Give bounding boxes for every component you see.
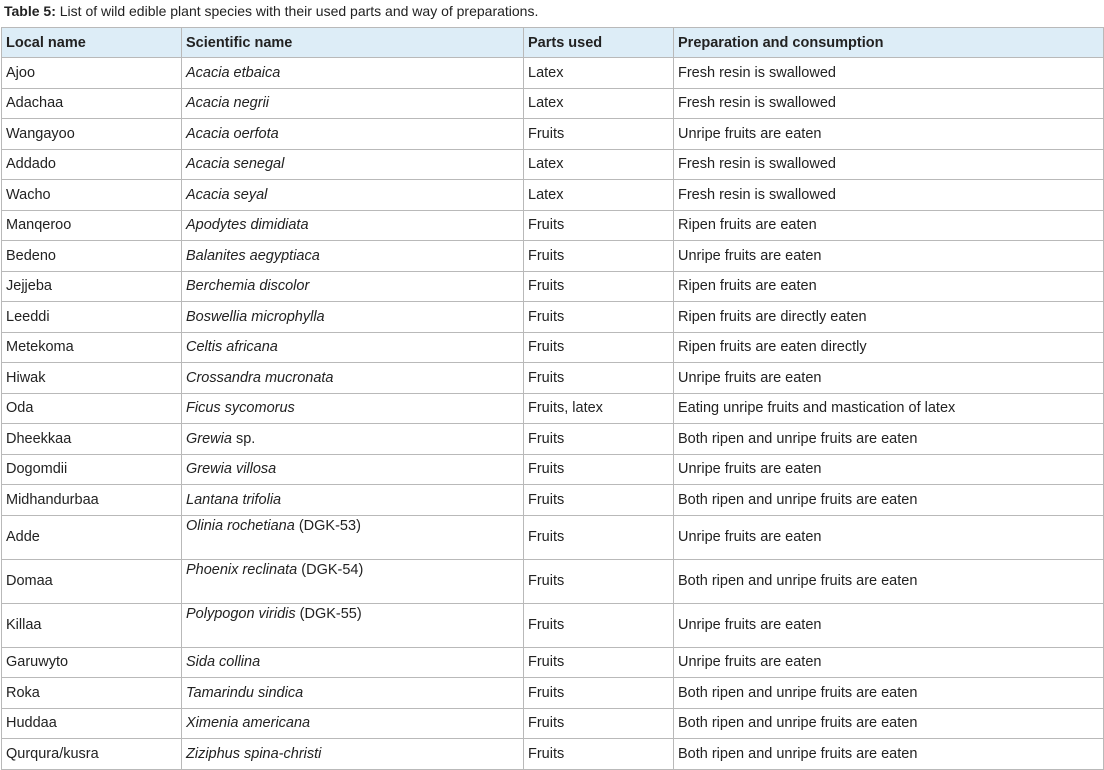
table-row xyxy=(2,302,1104,333)
cell-preparation: Ripen fruits are eaten xyxy=(674,210,1104,241)
cell-parts-used: Fruits xyxy=(524,678,674,709)
cell-scientific-name xyxy=(182,708,524,739)
table-row xyxy=(2,149,1104,180)
table-row xyxy=(2,485,1104,516)
cell-parts-used: Fruits xyxy=(524,119,674,150)
header-scientific-name: Scientific name xyxy=(182,28,524,58)
cell-local-name: Manqeroo xyxy=(2,210,182,241)
cell-scientific-name xyxy=(182,241,524,272)
table-row xyxy=(2,58,1104,89)
cell-preparation: Both ripen and unripe fruits are eaten xyxy=(674,708,1104,739)
cell-scientific-name xyxy=(182,515,524,559)
scientific-name-text: Ficus sycomorus xyxy=(186,400,295,417)
cell-parts-used: Latex xyxy=(524,149,674,180)
table-row xyxy=(2,647,1104,678)
cell-local-name: Huddaa xyxy=(2,708,182,739)
cell-local-name: Oda xyxy=(2,393,182,424)
cell-parts-used: Fruits xyxy=(524,454,674,485)
scientific-name-text: Boswellia microphylla xyxy=(186,308,325,325)
cell-preparation: Both ripen and unripe fruits are eaten xyxy=(674,559,1104,603)
cell-parts-used: Latex xyxy=(524,88,674,119)
cell-local-name: Adde xyxy=(2,515,182,559)
scientific-name-text: Grewia villosa xyxy=(186,461,277,478)
scientific-name-text: Acacia oerfota xyxy=(186,125,279,142)
cell-local-name: Garuwyto xyxy=(2,647,182,678)
cell-local-name: Dogomdii xyxy=(2,454,182,485)
table-row xyxy=(2,559,1104,603)
cell-parts-used: Latex xyxy=(524,180,674,211)
specimen-code: (DGK-54) xyxy=(297,561,364,578)
cell-preparation: Unripe fruits are eaten xyxy=(674,119,1104,150)
cell-local-name: Leeddi xyxy=(2,302,182,333)
table-caption xyxy=(4,2,538,20)
cell-local-name: Adachaa xyxy=(2,88,182,119)
table-row xyxy=(2,210,1104,241)
cell-local-name: Wangayoo xyxy=(2,119,182,150)
cell-scientific-name xyxy=(182,58,524,89)
cell-local-name: Killaa xyxy=(2,603,182,647)
table-row xyxy=(2,180,1104,211)
cell-scientific-name xyxy=(182,559,524,603)
cell-parts-used: Fruits xyxy=(524,271,674,302)
scientific-name-text: Polypogon viridis xyxy=(186,605,296,622)
table-row xyxy=(2,88,1104,119)
cell-scientific-name xyxy=(182,603,524,647)
table-header-row xyxy=(2,28,1104,58)
scientific-name-text: Berchemia discolor xyxy=(186,278,310,295)
table-row xyxy=(2,119,1104,150)
cell-scientific-name xyxy=(182,332,524,363)
cell-preparation: Unripe fruits are eaten xyxy=(674,515,1104,559)
scientific-name-text: Balanites aegyptiaca xyxy=(186,247,320,264)
scientific-name-text: Ximenia americana xyxy=(186,715,311,732)
cell-preparation: Unripe fruits are eaten xyxy=(674,241,1104,272)
cell-parts-used: Fruits xyxy=(524,241,674,272)
cell-preparation: Unripe fruits are eaten xyxy=(674,454,1104,485)
cell-parts-used: Fruits xyxy=(524,559,674,603)
cell-local-name: Bedeno xyxy=(2,241,182,272)
cell-scientific-name xyxy=(182,393,524,424)
table-row xyxy=(2,739,1104,770)
cell-parts-used: Fruits xyxy=(524,424,674,455)
cell-local-name: Addado xyxy=(2,149,182,180)
table-row xyxy=(2,363,1104,394)
cell-parts-used: Fruits xyxy=(524,515,674,559)
scientific-name-text: Acacia seyal xyxy=(186,186,268,203)
cell-preparation: Fresh resin is swallowed xyxy=(674,58,1104,89)
cell-scientific-name xyxy=(182,149,524,180)
cell-local-name: Wacho xyxy=(2,180,182,211)
scientific-name-text: Tamarindu sindica xyxy=(186,684,304,701)
specimen-code: (DGK-53) xyxy=(294,517,361,534)
cell-scientific-name xyxy=(182,88,524,119)
cell-preparation: Ripen fruits are eaten directly xyxy=(674,332,1104,363)
table-row xyxy=(2,515,1104,559)
scientific-name-text: Ziziphus spina-christi xyxy=(186,745,322,762)
cell-local-name: Jejjeba xyxy=(2,271,182,302)
cell-scientific-name xyxy=(182,271,524,302)
cell-scientific-name xyxy=(182,210,524,241)
scientific-name-text: Celtis africana xyxy=(186,339,278,356)
scientific-name-text: Lantana trifolia xyxy=(186,491,282,508)
cell-scientific-name xyxy=(182,739,524,770)
cell-preparation: Both ripen and unripe fruits are eaten xyxy=(674,424,1104,455)
scientific-name-text: Acacia negrii xyxy=(186,95,270,112)
cell-preparation: Both ripen and unripe fruits are eaten xyxy=(674,739,1104,770)
cell-local-name: Qurqura/kusra xyxy=(2,739,182,770)
specimen-code: sp. xyxy=(231,430,256,447)
cell-parts-used: Fruits xyxy=(524,485,674,516)
table-row xyxy=(2,678,1104,709)
cell-preparation: Both ripen and unripe fruits are eaten xyxy=(674,485,1104,516)
cell-scientific-name xyxy=(182,302,524,333)
table-row xyxy=(2,424,1104,455)
cell-parts-used: Fruits xyxy=(524,708,674,739)
cell-parts-used: Fruits xyxy=(524,739,674,770)
cell-local-name: Domaa xyxy=(2,559,182,603)
cell-local-name: Ajoo xyxy=(2,58,182,89)
cell-local-name: Metekoma xyxy=(2,332,182,363)
cell-parts-used: Fruits xyxy=(524,302,674,333)
scientific-name-text: Sida collina xyxy=(186,654,261,671)
table-row xyxy=(2,241,1104,272)
plant-species-table xyxy=(1,27,1104,770)
scientific-name-text: Apodytes dimidiata xyxy=(186,217,309,234)
cell-parts-used: Fruits xyxy=(524,363,674,394)
cell-local-name: Hiwak xyxy=(2,363,182,394)
scientific-name-text: Crossandra mucronata xyxy=(186,369,334,386)
cell-local-name: Midhandurbaa xyxy=(2,485,182,516)
table-row xyxy=(2,603,1104,647)
cell-preparation: Unripe fruits are eaten xyxy=(674,603,1104,647)
cell-scientific-name xyxy=(182,485,524,516)
cell-scientific-name xyxy=(182,424,524,455)
cell-preparation: Ripen fruits are directly eaten xyxy=(674,302,1104,333)
cell-scientific-name xyxy=(182,454,524,485)
specimen-code: (DGK-55) xyxy=(295,605,362,622)
cell-preparation: Eating unripe fruits and mastication of latex xyxy=(674,393,1104,424)
cell-preparation: Fresh resin is swallowed xyxy=(674,88,1104,119)
header-preparation: Preparation and consumption xyxy=(674,28,1104,58)
caption-label: Table 5: xyxy=(4,3,56,19)
table-row xyxy=(2,708,1104,739)
cell-parts-used: Fruits xyxy=(524,332,674,363)
caption-text: List of wild edible plant species with their used parts and way of preparations. xyxy=(55,3,539,19)
cell-parts-used: Latex xyxy=(524,58,674,89)
cell-preparation: Unripe fruits are eaten xyxy=(674,647,1104,678)
cell-preparation: Ripen fruits are eaten xyxy=(674,271,1104,302)
cell-scientific-name xyxy=(182,180,524,211)
scientific-name-text: Acacia senegal xyxy=(186,156,285,173)
cell-parts-used: Fruits xyxy=(524,603,674,647)
cell-preparation: Fresh resin is swallowed xyxy=(674,149,1104,180)
scientific-name-text: Olinia rochetiana xyxy=(186,517,295,534)
scientific-name-text: Acacia etbaica xyxy=(186,64,281,81)
header-parts-used: Parts used xyxy=(524,28,674,58)
cell-preparation: Both ripen and unripe fruits are eaten xyxy=(674,678,1104,709)
cell-scientific-name xyxy=(182,119,524,150)
table-row xyxy=(2,393,1104,424)
cell-preparation: Unripe fruits are eaten xyxy=(674,363,1104,394)
cell-parts-used: Fruits xyxy=(524,210,674,241)
header-local-name: Local name xyxy=(2,28,182,58)
cell-scientific-name xyxy=(182,363,524,394)
table-row xyxy=(2,271,1104,302)
cell-local-name: Dheekkaa xyxy=(2,424,182,455)
scientific-name-text: Phoenix reclinata xyxy=(186,561,298,578)
cell-parts-used: Fruits xyxy=(524,647,674,678)
cell-preparation: Fresh resin is swallowed xyxy=(674,180,1104,211)
cell-local-name: Roka xyxy=(2,678,182,709)
table-row xyxy=(2,454,1104,485)
table-row xyxy=(2,332,1104,363)
scientific-name-text: Grewia xyxy=(186,430,232,447)
cell-parts-used: Fruits, latex xyxy=(524,393,674,424)
cell-scientific-name xyxy=(182,678,524,709)
cell-scientific-name xyxy=(182,647,524,678)
